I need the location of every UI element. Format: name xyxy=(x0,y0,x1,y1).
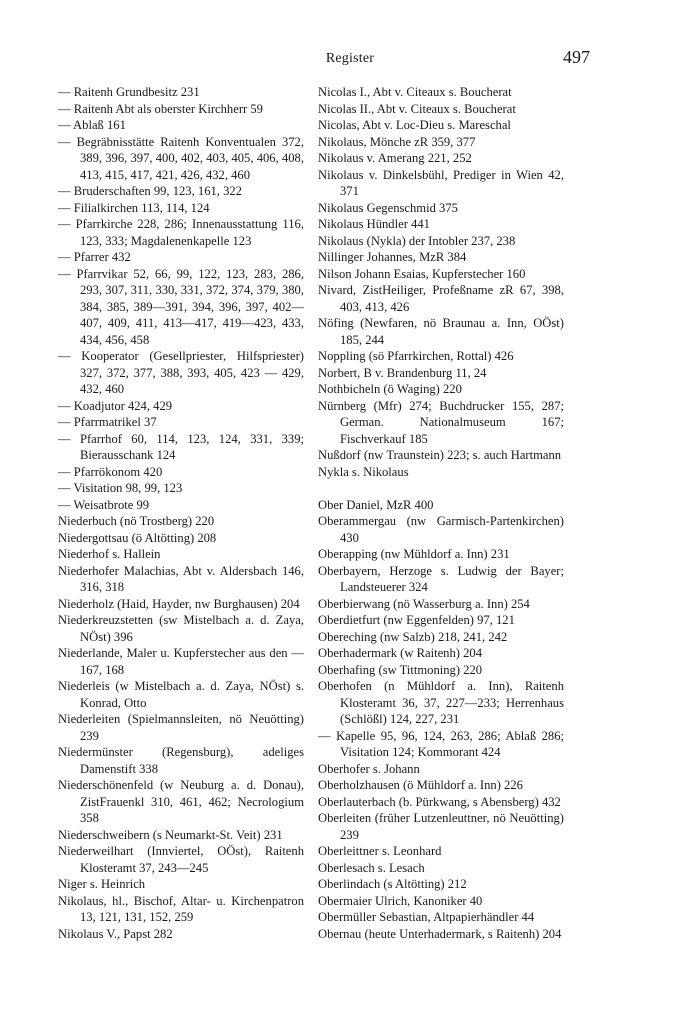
index-entry: — Raitenh Abt als oberster Kirchherr 59 xyxy=(58,101,263,116)
index-entry: Nürnberg (Mfr) 274; Buchdrucker 155, 287; German. Nationalmuseum 167; Fischverkauf 185 xyxy=(318,398,564,446)
index-entry: — Visitation 98, 99, 123 xyxy=(58,481,183,495)
index-entry: — Kooperator (Gesellpriester, Hilfspriester) 327, 372, 377, 388, 393, 405, 423 — 429, 432, 460 xyxy=(58,349,304,396)
index-entry: Niederschweibern (s Neumarkt-St. Veit) 231 xyxy=(58,827,283,842)
index-entry: Oberhofen (n Mühldorf a. Inn), Raitenh Klosteramt 36, 37, 227—233; Herrenhaus (Schlößl) 124, 227, 231 xyxy=(318,679,564,726)
index-entry: Niederleis (w Mistelbach a. d. Zaya, NÖst) s. Konrad, Otto xyxy=(58,679,304,710)
index-entry: — Weisatbrote 99 xyxy=(58,497,150,512)
index-entry: — Pfarrmatrikel 37 xyxy=(58,415,157,429)
index-entry: — Pfarrökonom 420 xyxy=(58,464,163,479)
index-entry: Nikolaus, Mönche zR 359, 377 xyxy=(318,134,476,149)
index-entry: Niederbuch (nö Trostberg) 220 xyxy=(58,514,215,528)
index-entry: Niederhof s. Hallein xyxy=(58,547,161,561)
index-entry: — Filialkirchen 113, 114, 124 xyxy=(58,200,210,215)
index-entry: Obermüller Sebastian, Altpapierhändler 44 xyxy=(318,910,535,924)
index-entry: Nikolaus v. Amerang 221, 252 xyxy=(318,151,472,165)
index-entry: Niederholz (Haid, Hayder, nw Burghausen) 204 xyxy=(58,596,300,611)
index-entry: Oberlindach (s Altötting) 212 xyxy=(318,877,467,891)
right-column xyxy=(318,84,564,942)
index-entry: Norbert, B v. Brandenburg 11, 24 xyxy=(318,365,487,380)
index-entry: Nicolas, Abt v. Loc-Dieu s. Mareschal xyxy=(318,118,511,132)
index-entry: Niger s. Heinrich xyxy=(58,877,146,891)
index-entry: Niederschönenfeld (w Neuburg a. d. Donau), ZistFrauenkl 310, 461, 462; Necrologium 358 xyxy=(58,778,304,825)
index-entry: — Pfarrhof 60, 114, 123, 124, 331, 339; Bierausschank 124 xyxy=(58,431,304,462)
index-entry: Nikolaus, hl., Bischof, Altar- u. Kirchenpatron 13, 121, 131, 152, 259 xyxy=(58,893,304,924)
index-entry: Noppling (sö Pfarrkirchen, Rottal) 426 xyxy=(318,349,514,363)
page-header xyxy=(0,47,700,73)
index-entry: Niederweilhart (Innviertel, OÖst), Raitenh Klosteramt 37, 243—245 xyxy=(58,844,304,875)
index-entry: Oberlauterbach (b. Pürkwang, s Abensberg) 432 xyxy=(318,794,561,809)
index-entry: Nikolaus V., Papst 282 xyxy=(58,926,173,941)
index-entry: Nikolaus (Nykla) der Intobler 237, 238 xyxy=(318,233,516,248)
index-entry: Oberdietfurt (nw Eggenfelden) 97, 121 xyxy=(318,613,515,627)
index-entry: Oberlesach s. Lesach xyxy=(318,860,425,875)
index-entry: — Koadjutor 424, 429 xyxy=(58,398,173,413)
index-entry: Niederkreuzstetten (sw Mistelbach a. d. Zaya, NÖst) 396 xyxy=(58,613,304,644)
index-entry: Nikolaus Hündler 441 xyxy=(318,217,430,231)
index-entry: Nicolas II., Abt v. Citeaux s. Boucherat xyxy=(318,101,516,116)
page-title: Register xyxy=(325,51,375,66)
index-entry: Nivard, ZistHeiliger, Profeßname zR 67, 398, 403, 413, 426 xyxy=(318,283,564,314)
index-entry: Nußdorf (nw Traunstein) 223; s. auch Hartmann xyxy=(318,448,562,462)
index-entry: — Bruderschaften 99, 123, 161, 322 xyxy=(58,184,242,198)
index-entry: Oberammergau (nw Garmisch-Partenkirchen) 430 xyxy=(318,514,564,545)
index-entry: Oberholzhausen (ö Mühldorf a. Inn) 226 xyxy=(318,778,523,792)
index-entry: Nykla s. Nikolaus xyxy=(318,464,409,479)
index-entry: Nicolas I., Abt v. Citeaux s. Boucherat xyxy=(318,85,512,99)
index-entry: Nikolaus v. Dinkelsbühl, Prediger in Wien 42, 371 xyxy=(318,167,564,198)
index-entry: — Pfarrer 432 xyxy=(58,250,131,264)
index-entry: Niederhofer Malachias, Abt v. Aldersbach 146, 316, 318 xyxy=(58,563,304,594)
index-entry: Nikolaus Gegenschmid 375 xyxy=(318,200,458,215)
index-entry: Nöfing (Newfaren, nö Braunau a. Inn, OÖst) 185, 244 xyxy=(318,316,564,347)
index-entry: — Pfarrkirche 228, 286; Innenausstattung 116, 123, 333; Magdalenenkapelle 123 xyxy=(58,217,304,248)
index-entry: Niedergottsau (ö Altötting) 208 xyxy=(58,530,217,545)
index-entry: — Ablaß 161 xyxy=(58,118,126,132)
index-entry: Nothbicheln (ö Waging) 220 xyxy=(318,382,462,396)
index-entry: Oberapping (nw Mühldorf a. Inn) 231 xyxy=(318,547,510,561)
index-entry: Nillinger Johannes, MzR 384 xyxy=(318,250,467,264)
index-entry: Oberbierwang (nö Wasserburg a. Inn) 254 xyxy=(318,596,530,611)
index-entry: Oberhadermark (w Raitenh) 204 xyxy=(318,646,483,660)
index-entry: Obermaier Ulrich, Kanoniker 40 xyxy=(318,893,483,908)
index-entry: Obernau (heute Unterhadermark, s Raitenh) 204 xyxy=(318,926,562,941)
index-entry: Niederleiten (Spielmannsleiten, nö Neuötting) 239 xyxy=(58,712,304,743)
index-entry: Oberleittner s. Leonhard xyxy=(318,844,442,858)
index-entry: Oberbayern, Herzoge s. Ludwig der Bayer; Landsteuerer 324 xyxy=(318,563,564,594)
index-entry: — Pfarrvikar 52, 66, 99, 122, 123, 283, 286, 293, 307, 311, 330, 331, 372, 374, 379, 380, 384, 385, 389—391, 394, 396, 397, 402—407, 409, 411, 413—417, 419—423, 433, 434, 456, 458 xyxy=(58,266,304,347)
index-entry: Ober Daniel, MzR 400 xyxy=(318,497,434,512)
index-entry: Oberhofer s. Johann xyxy=(318,761,420,776)
index-entry: Niedermünster (Regensburg), adeliges Damenstift 338 xyxy=(58,745,304,776)
index-entry: Niederlande, Maler u. Kupferstecher aus den — 167, 168 xyxy=(58,646,304,677)
index-entry: — Raitenh Grundbesitz 231 xyxy=(58,85,200,99)
index-entry: Obereching (nw Salzb) 218, 241, 242 xyxy=(318,629,508,644)
index-entry: — Begräbnisstätte Raitenh Konventualen 372, 389, 396, 397, 400, 402, 403, 405, 406, 408, 413, 415, 417, 421, 426, 432, 460 xyxy=(58,134,304,182)
index-entry: Oberhafing (sw Tittmoning) 220 xyxy=(318,662,483,677)
left-column xyxy=(58,84,304,942)
index-entry: — Kapelle 95, 96, 124, 263, 286; Ablaß 286; Visitation 124; Kommorant 424 xyxy=(318,728,564,759)
index-entry: Oberleiten (früher Lutzenleuttner, nö Neuötting) 239 xyxy=(318,811,564,842)
index-entry: Nilson Johann Esaias, Kupferstecher 160 xyxy=(318,266,526,281)
page-number: 497 xyxy=(563,47,590,67)
